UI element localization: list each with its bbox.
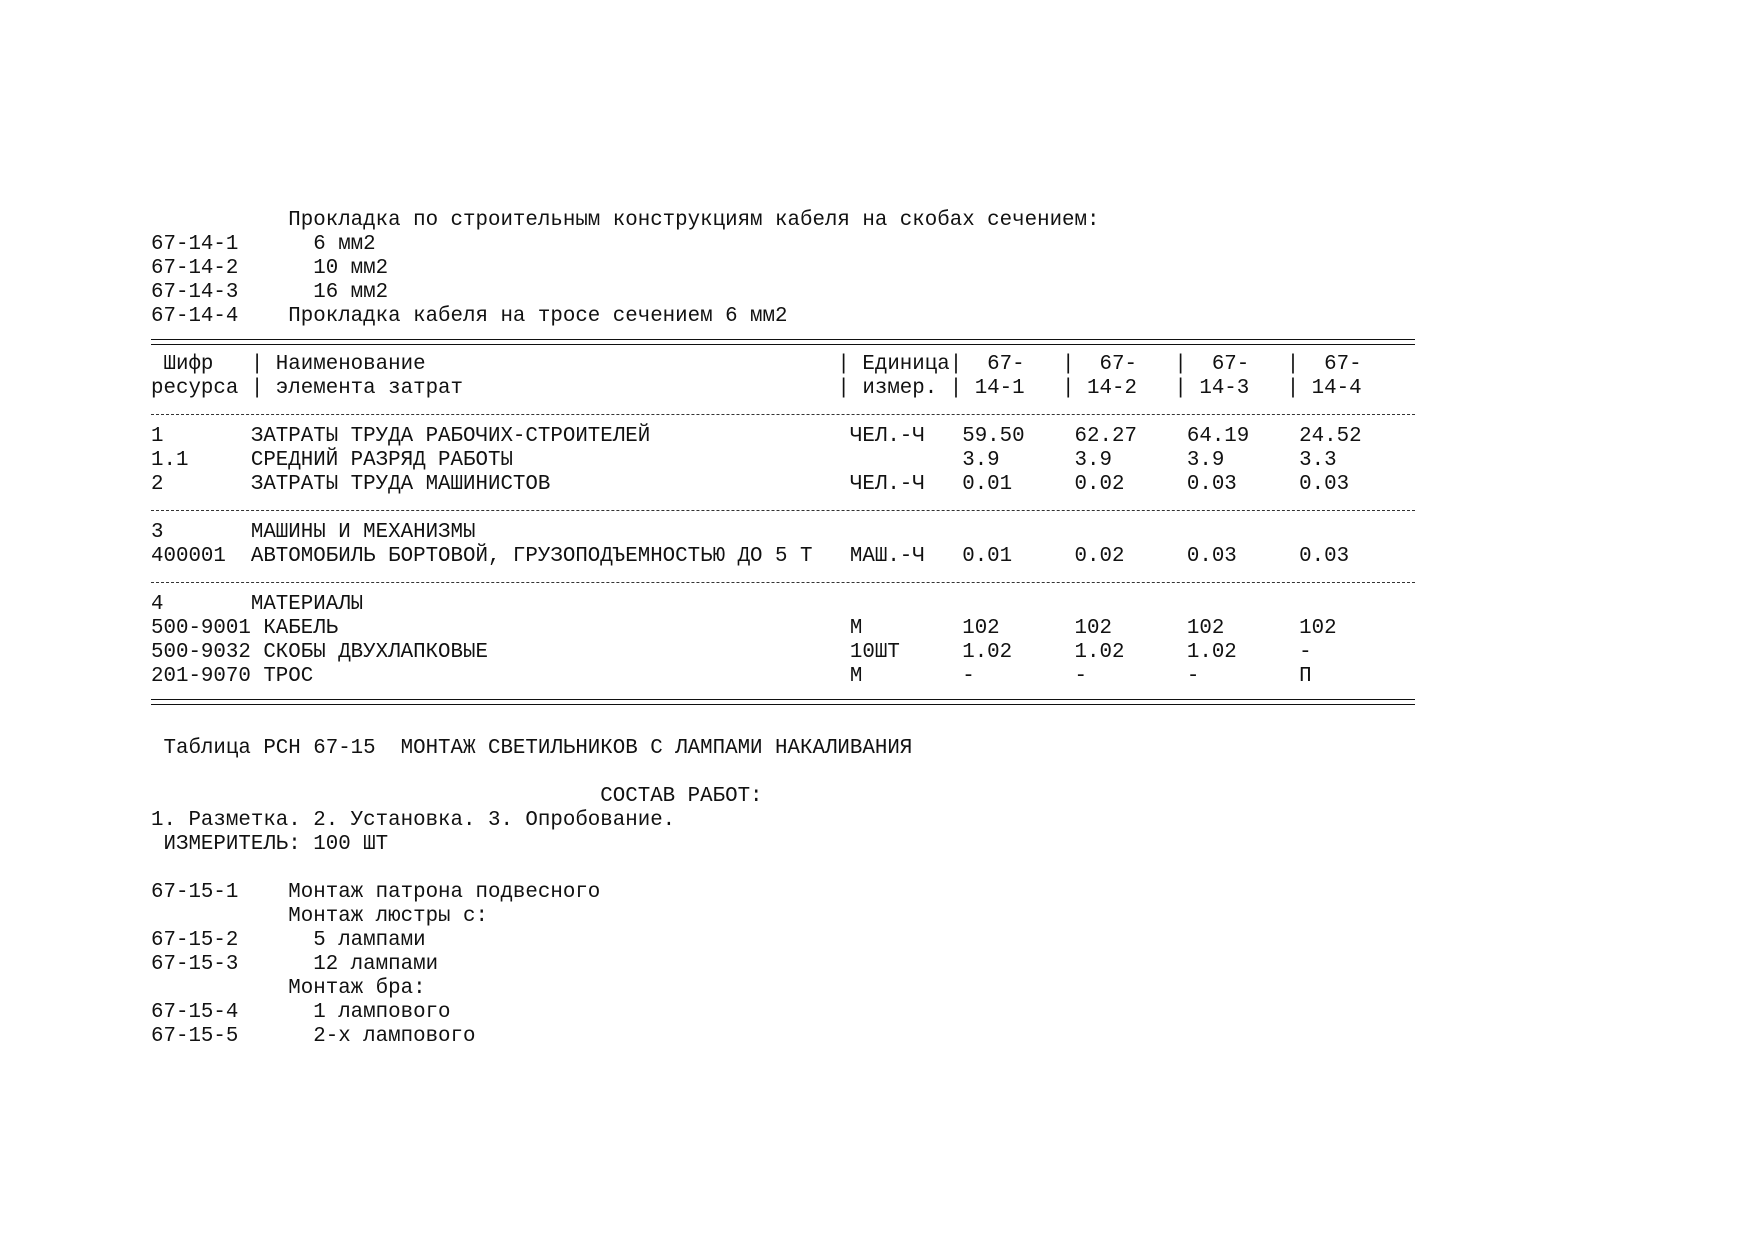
intro-line-67-14-1: 67-14-1 6 мм2	[151, 233, 376, 256]
table-header-separator	[151, 401, 1362, 425]
list-item: 67-15-1 Монтаж патрона подвесного	[151, 881, 601, 904]
blank-line	[151, 857, 1362, 881]
table-bottom-rule	[151, 689, 1362, 713]
table-row: 201-9070 ТРОС М - - - П	[151, 665, 1312, 688]
works-heading: СОСТАВ РАБОТ:	[151, 785, 763, 808]
table-group-separator	[151, 569, 1362, 593]
table-header-line-1: Шифр | Наименование | Единица| 67- | 67- | 67- | 67-	[151, 353, 1362, 376]
table-header-line-2: ресурса | элемента затрат | измер. | 14-1 | 14-2 | 14-3 | 14-4	[151, 377, 1362, 400]
table-row: 500-9001 КАБЕЛЬ М 102 102 102 102	[151, 617, 1337, 640]
blank-line	[151, 713, 1362, 737]
table-row: 400001 АВТОМОБИЛЬ БОРТОВОЙ, ГРУЗОПОДЪЕМНОСТЬЮ ДО 5 Т МАШ.-Ч 0.01 0.02 0.03 0.03	[151, 545, 1350, 568]
list-item: Монтаж бра:	[151, 977, 426, 1000]
list-item: 67-15-3 12 лампами	[151, 953, 439, 976]
measure-unit: ИЗМЕРИТЕЛЬ: 100 ШТ	[151, 833, 389, 856]
table-group-separator	[151, 497, 1362, 521]
intro-line-67-14-3: 67-14-3 16 мм2	[151, 281, 389, 304]
document-page	[151, 209, 1362, 1049]
table-row: 3 МАШИНЫ И МЕХАНИЗМЫ	[151, 521, 476, 544]
blank-line	[151, 761, 1362, 785]
list-item: 67-15-2 5 лампами	[151, 929, 426, 952]
table-row: 1.1 СРЕДНИЙ РАЗРЯД РАБОТЫ 3.9 3.9 3.9 3.3	[151, 449, 1337, 472]
list-item: Монтаж люстры с:	[151, 905, 488, 928]
table-row: 2 ЗАТРАТЫ ТРУДА МАШИНИСТОВ ЧЕЛ.-Ч 0.01 0.02 0.03 0.03	[151, 473, 1350, 496]
table-row: 4 МАТЕРИАЛЫ	[151, 593, 364, 616]
list-item: 67-15-5 2-х лампового	[151, 1025, 476, 1048]
table-row: 500-9032 СКОБЫ ДВУХЛАПКОВЫЕ 10ШТ 1.02 1.02 1.02 -	[151, 641, 1312, 664]
table-15-title: Таблица РСН 67-15 МОНТАЖ СВЕТИЛЬНИКОВ С ЛАМПАМИ НАКАЛИВАНИЯ	[151, 737, 913, 760]
list-item: 67-15-4 1 лампового	[151, 1001, 451, 1024]
table-row: 1 ЗАТРАТЫ ТРУДА РАБОЧИХ-СТРОИТЕЛЕЙ ЧЕЛ.-Ч 59.50 62.27 64.19 24.52	[151, 425, 1362, 448]
intro-line-heading: Прокладка по строительным конструкциям кабеля на скобах сечением:	[151, 209, 1100, 232]
intro-line-67-14-4: 67-14-4 Прокладка кабеля на тросе сечением 6 мм2	[151, 305, 788, 328]
intro-line-67-14-2: 67-14-2 10 мм2	[151, 257, 389, 280]
works-text: 1. Разметка. 2. Установка. 3. Опробование.	[151, 809, 676, 832]
table-top-rule	[151, 329, 1362, 353]
